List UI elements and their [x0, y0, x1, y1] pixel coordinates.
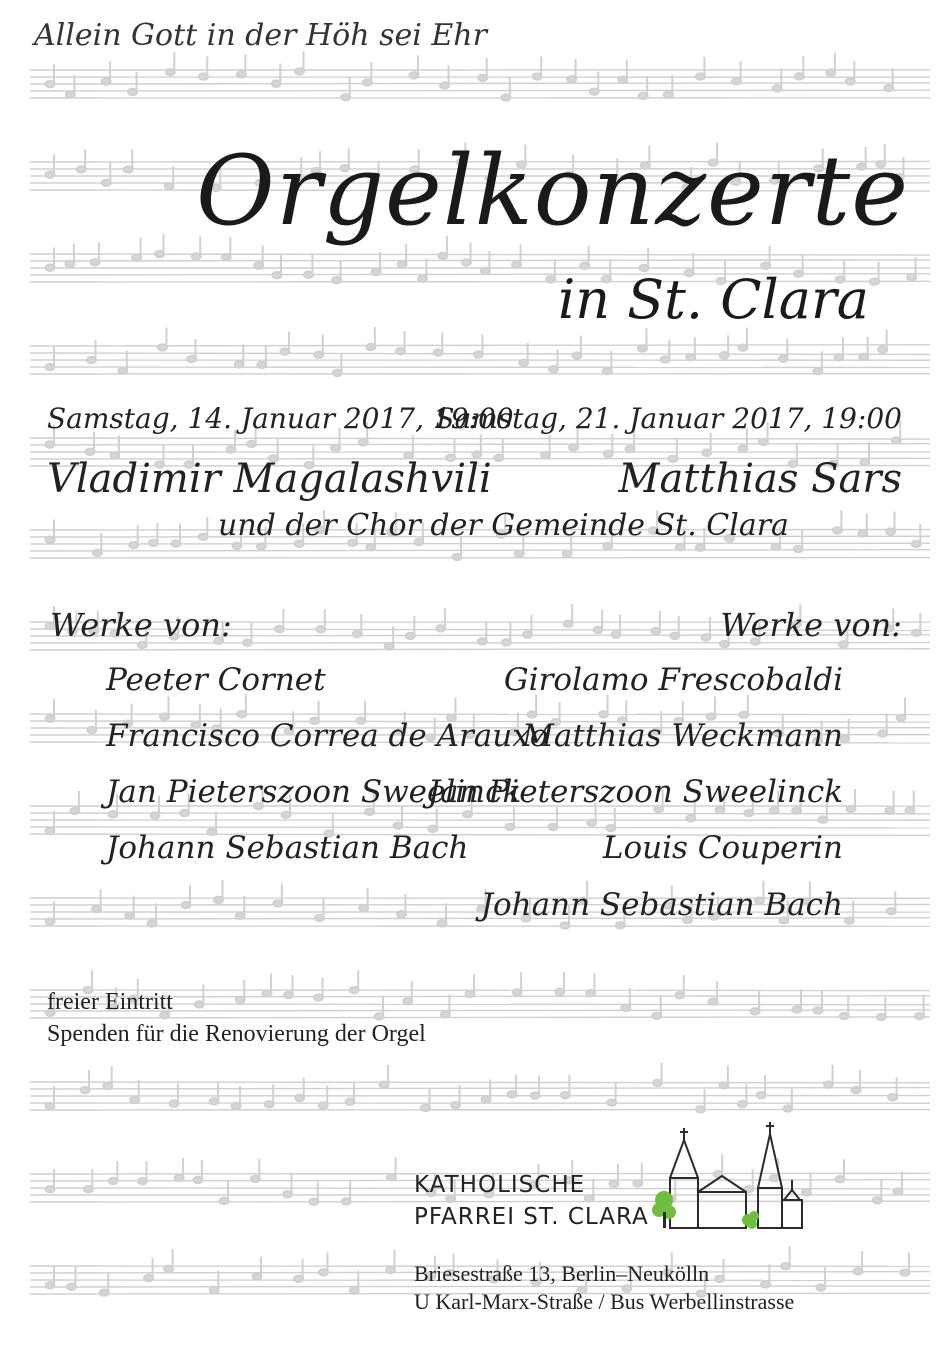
composer-left-4: Johann Sebastian Bach: [106, 830, 469, 866]
performer-left: Vladimir Magalashvili: [47, 456, 492, 502]
performer-right: Matthias Sars: [618, 456, 902, 502]
church-icon: [650, 1120, 810, 1235]
logo-line-1: KATHOLISCHE: [414, 1172, 586, 1198]
address-street: Briesestraße 13, Berlin–Neukölln: [414, 1261, 710, 1286]
logo-line-2: PFARREI ST. CLARA: [414, 1204, 649, 1230]
concert-date-right: Samstag, 21. Januar 2017, 19:00: [435, 402, 902, 435]
composer-right-3: Jan Pieterszoon Sweelinck: [427, 774, 843, 810]
works-label-right: Werke von:: [720, 606, 902, 644]
choir-note: und der Chor der Gemeinde St. Clara: [218, 508, 789, 543]
composer-right-4: Louis Couperin: [602, 830, 843, 866]
donation-note: Spenden für die Renovierung der Orgel: [47, 1021, 426, 1047]
admission-note: freier Eintritt: [47, 989, 173, 1015]
composer-right-2: Matthias Weckmann: [522, 718, 843, 754]
address-transit: U Karl-Marx-Straße / Bus Werbellinstrasse: [414, 1289, 795, 1314]
handwritten-dedication: Allein Gott in der Höh sei Ehr: [34, 18, 487, 53]
works-label-left: Werke von:: [50, 606, 232, 644]
composer-left-3: Jan Pieterszoon Sweelinck: [106, 774, 522, 810]
composer-left-2: Francisco Correa de Arauxo: [106, 718, 549, 754]
page-subtitle: in St. Clara: [557, 268, 869, 331]
composer-left-1: Peeter Cornet: [106, 662, 326, 698]
concert-date-left: Samstag, 14. Januar 2017, 19:00: [47, 402, 514, 435]
composer-right-1: Girolamo Frescobaldi: [503, 662, 843, 698]
page-title: Orgelkonzerte: [196, 135, 910, 247]
composer-right-5: Johann Sebastian Bach: [480, 887, 843, 923]
